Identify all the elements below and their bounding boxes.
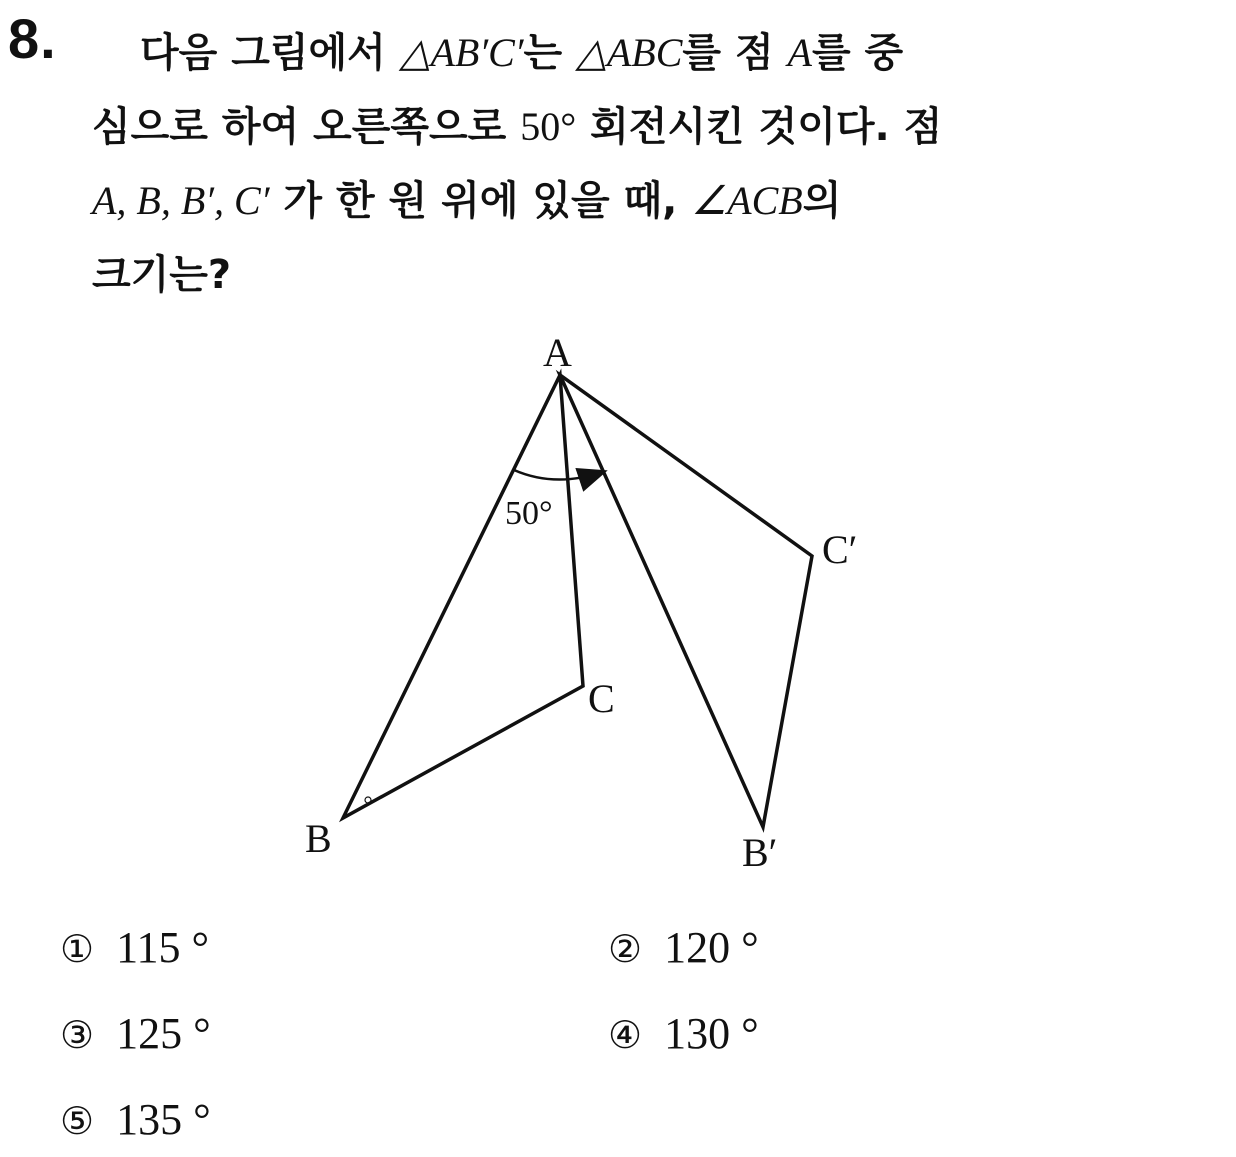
choice-3[interactable] xyxy=(60,1008,211,1059)
choice-2[interactable] xyxy=(608,922,759,973)
stem-text: 를 점 xyxy=(682,30,788,76)
triangle-abc-shape xyxy=(343,375,583,818)
question-number: 8. xyxy=(8,7,57,70)
choice-1-mark: ① xyxy=(60,927,95,971)
choice-4[interactable] xyxy=(608,1008,759,1059)
point-label-b-prime: B′ xyxy=(742,830,778,875)
stem-text: 는 xyxy=(523,30,577,76)
point-label-a: A xyxy=(543,330,572,375)
stem-text: 심으로 하여 오른쪽으로 xyxy=(92,104,521,150)
point-a: A xyxy=(787,30,812,75)
angle-acb: ∠ACB xyxy=(691,178,803,223)
rotation-angle: 50° xyxy=(520,104,577,149)
stem-text: 의 xyxy=(802,178,842,224)
choice-5-value: 135 ° xyxy=(116,1095,211,1144)
choice-5[interactable] xyxy=(60,1094,211,1145)
points-list: A, B, B′, C′ xyxy=(92,178,270,223)
point-label-c-prime: C′ xyxy=(822,527,858,572)
angle-label: 50° xyxy=(505,495,553,532)
stem-text: 크기는? xyxy=(92,252,232,298)
point-label-c: C xyxy=(588,676,615,721)
triangle-abc: △ABC xyxy=(576,30,683,75)
choice-5-mark: ⑤ xyxy=(60,1099,95,1143)
vertex-dot xyxy=(365,797,371,803)
point-label-b: B xyxy=(305,816,332,861)
choice-2-mark: ② xyxy=(608,927,643,971)
choice-3-value: 125 ° xyxy=(116,1009,211,1058)
stem-text: 를 중 xyxy=(811,30,904,76)
stem-text: 회전시킨 것이다. 점 xyxy=(576,104,943,150)
triangle-ab-prime-c-prime: △AB′C′ xyxy=(399,30,524,75)
choice-2-value: 120 ° xyxy=(664,923,759,972)
choice-1[interactable] xyxy=(60,922,209,973)
choice-4-mark: ④ xyxy=(608,1013,643,1057)
choice-3-mark: ③ xyxy=(60,1013,95,1057)
stem-text: 다음 그림에서 xyxy=(140,30,400,76)
choice-1-value: 115 ° xyxy=(116,923,210,972)
triangle-ab-prime-c-prime-shape xyxy=(560,375,812,827)
choice-4-value: 130 ° xyxy=(664,1009,759,1058)
stem-text: 가 한 원 위에 있을 때, xyxy=(269,178,692,224)
rotation-arc xyxy=(514,470,603,480)
